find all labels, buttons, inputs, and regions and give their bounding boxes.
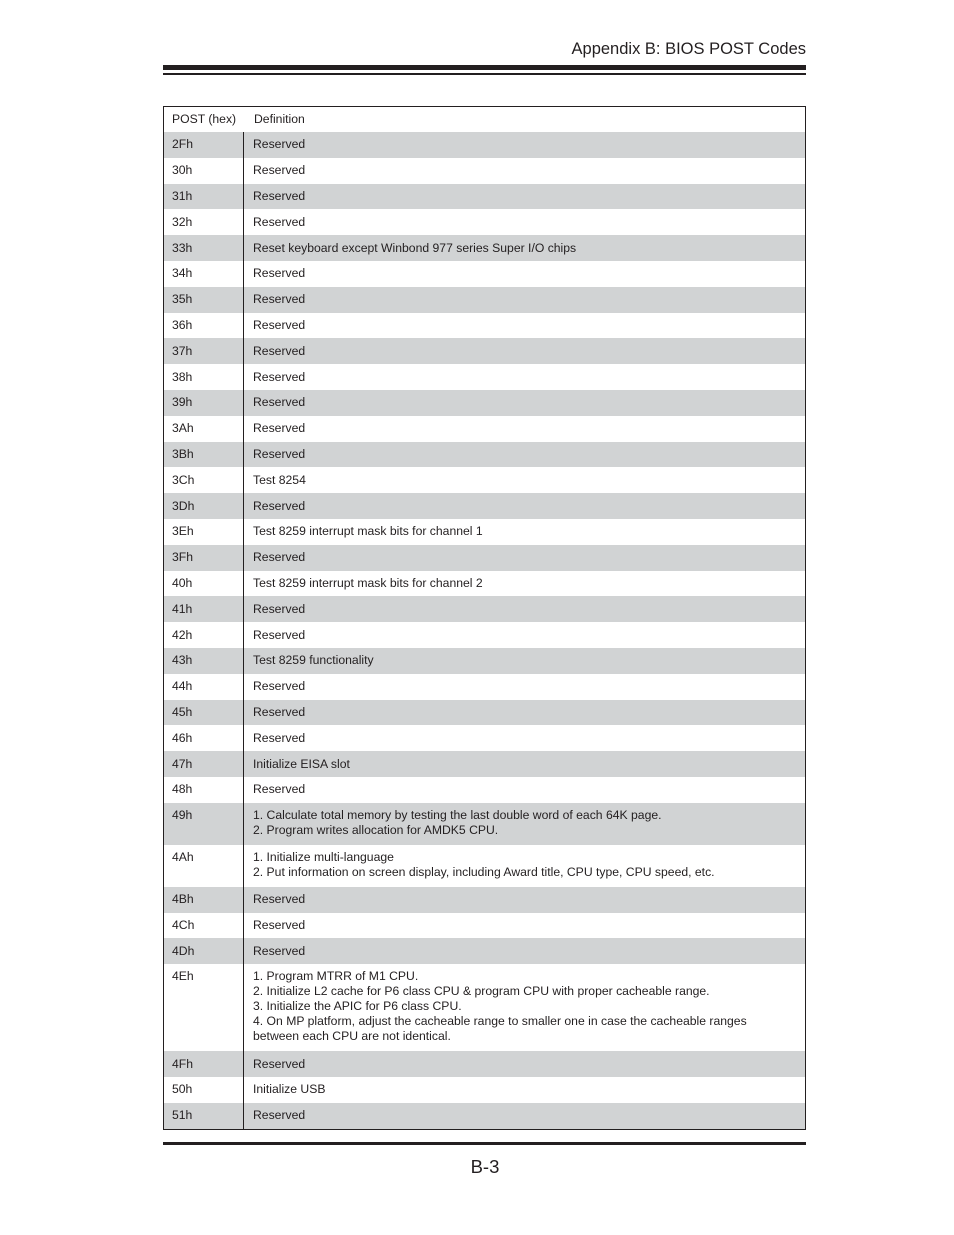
definition-line: Reserved [253, 679, 306, 694]
column-header-definition: Definition [254, 112, 305, 126]
post-code-cell: 32h [164, 209, 244, 235]
definition-line: Reserved [253, 163, 306, 178]
table-row [164, 184, 805, 210]
post-code-cell: 30h [164, 158, 244, 184]
definition-cell [244, 571, 805, 597]
definition-cell [244, 803, 805, 845]
post-code-cell: 33h [164, 235, 244, 261]
table-row [164, 751, 805, 777]
definition-cell [244, 132, 805, 158]
definition-line: Reserved [253, 137, 306, 152]
definition-cell [244, 545, 805, 571]
definition-line: between each CPU are not identical. [253, 1029, 451, 1044]
table-row [164, 964, 805, 1051]
definition-line: Reserved [253, 782, 306, 797]
definition-line: 2. Program writes allocation for AMDK5 CPU. [253, 822, 499, 837]
definition-line: Reserved [253, 601, 306, 616]
post-code-cell: 3Ch [164, 467, 244, 493]
post-code-cell: 46h [164, 725, 244, 751]
post-code-cell: 3Dh [164, 493, 244, 519]
post-code-cell: 4Ch [164, 913, 244, 939]
definition-cell [244, 700, 805, 726]
definition-cell [244, 845, 805, 887]
table-row [164, 803, 805, 845]
post-code-cell: 34h [164, 261, 244, 287]
definition-cell [244, 519, 805, 545]
table-row [164, 442, 805, 468]
definition-cell [244, 493, 805, 519]
table-row [164, 1103, 805, 1129]
definition-cell [244, 313, 805, 339]
table-row [164, 132, 805, 158]
definition-line: Reserved [253, 188, 306, 203]
post-code-table [163, 106, 806, 1130]
table-row [164, 261, 805, 287]
table-row [164, 1077, 805, 1103]
table-row [164, 313, 805, 339]
table-row [164, 1051, 805, 1077]
definition-cell [244, 261, 805, 287]
definition-cell [244, 725, 805, 751]
table-row [164, 700, 805, 726]
definition-cell [244, 209, 805, 235]
definition-cell [244, 416, 805, 442]
definition-line: 2. Initialize L2 cache for P6 class CPU & program CPU with proper cacheable range. [253, 984, 710, 999]
post-code-cell: 49h [164, 803, 244, 845]
definition-cell [244, 338, 805, 364]
post-code-cell: 40h [164, 571, 244, 597]
post-code-cell: 43h [164, 648, 244, 674]
definition-cell [244, 235, 805, 261]
definition-line: Reserved [253, 730, 306, 745]
table-row [164, 622, 805, 648]
post-code-cell: 4Fh [164, 1051, 244, 1077]
table-row [164, 571, 805, 597]
table-row [164, 493, 805, 519]
post-code-cell: 4Eh [164, 964, 244, 1051]
table-row [164, 519, 805, 545]
post-code-cell: 2Fh [164, 132, 244, 158]
definition-line: Test 8259 functionality [253, 653, 374, 668]
definition-cell [244, 648, 805, 674]
definition-cell [244, 442, 805, 468]
definition-line: Test 8259 interrupt mask bits for channel 2 [253, 575, 483, 590]
post-code-cell: 3Eh [164, 519, 244, 545]
definition-line: Reserved [253, 214, 306, 229]
table-header-row [164, 107, 805, 132]
table-row [164, 725, 805, 751]
table-row [164, 913, 805, 939]
definition-line: Reserved [253, 369, 306, 384]
definition-cell [244, 777, 805, 803]
definition-cell [244, 938, 805, 964]
header-rule-thin [163, 73, 806, 75]
post-code-cell: 44h [164, 674, 244, 700]
definition-line: Reserved [253, 421, 306, 436]
definition-line: Reserved [253, 317, 306, 332]
table-row [164, 209, 805, 235]
definition-line: Test 8254 [253, 472, 306, 487]
table-row [164, 545, 805, 571]
table-row [164, 390, 805, 416]
definition-line: Reserved [253, 266, 306, 281]
table-row [164, 887, 805, 913]
definition-cell [244, 364, 805, 390]
table-row [164, 674, 805, 700]
table-row [164, 338, 805, 364]
header-rule-thick [163, 65, 806, 70]
definition-line: Test 8259 interrupt mask bits for channel 1 [253, 524, 483, 539]
post-code-cell: 37h [164, 338, 244, 364]
definition-cell [244, 674, 805, 700]
definition-cell [244, 467, 805, 493]
definition-line: 1. Calculate total memory by testing the last double word of each 64K page. [253, 807, 662, 822]
definition-line: 2. Put information on screen display, including Award title, CPU type, CPU speed, etc. [253, 864, 715, 879]
table-row [164, 596, 805, 622]
definition-line: Reserved [253, 943, 306, 958]
definition-line: 1. Initialize multi-language [253, 849, 394, 864]
definition-line: Reset keyboard except Winbond 977 series Super I/O chips [253, 240, 577, 255]
page-number: B-3 [470, 1156, 500, 1177]
definition-cell [244, 596, 805, 622]
post-code-cell: 48h [164, 777, 244, 803]
definition-line: 3. Initialize the APIC for P6 class CPU. [253, 999, 462, 1014]
definition-line: Reserved [253, 892, 306, 907]
definition-line: Reserved [253, 917, 306, 932]
page-header-title: Appendix B: BIOS POST Codes [571, 40, 806, 58]
definition-cell [244, 1051, 805, 1077]
post-code-cell: 31h [164, 184, 244, 210]
definition-line: Reserved [253, 1108, 306, 1123]
table-row [164, 287, 805, 313]
definition-line: Reserved [253, 704, 306, 719]
definition-cell [244, 158, 805, 184]
post-code-cell: 38h [164, 364, 244, 390]
definition-line: 4. On MP platform, adjust the cacheable range to smaller one in case the cacheable ranges [253, 1014, 747, 1029]
definition-cell [244, 622, 805, 648]
definition-line: Reserved [253, 550, 306, 565]
table-row [164, 416, 805, 442]
definition-line: Reserved [253, 627, 306, 642]
footer-rule [163, 1142, 806, 1145]
table-row [164, 938, 805, 964]
post-code-cell: 45h [164, 700, 244, 726]
definition-line: Initialize USB [253, 1082, 326, 1097]
column-header-post: POST (hex) [172, 112, 237, 126]
table-row [164, 235, 805, 261]
post-code-cell: 4Dh [164, 938, 244, 964]
definition-line: Reserved [253, 395, 306, 410]
definition-line: 1. Program MTRR of M1 CPU. [253, 969, 419, 984]
definition-line: Reserved [253, 498, 306, 513]
definition-cell [244, 1077, 805, 1103]
definition-line: Reserved [253, 446, 306, 461]
post-code-cell: 3Fh [164, 545, 244, 571]
definition-cell [244, 287, 805, 313]
definition-line: Reserved [253, 1056, 306, 1071]
table-body [164, 132, 805, 1129]
definition-cell [244, 964, 805, 1051]
table-row [164, 845, 805, 887]
table-row [164, 777, 805, 803]
definition-cell [244, 887, 805, 913]
post-code-cell: 51h [164, 1103, 244, 1129]
definition-cell [244, 913, 805, 939]
post-code-cell: 36h [164, 313, 244, 339]
definition-cell [244, 751, 805, 777]
table-row [164, 158, 805, 184]
table-row [164, 364, 805, 390]
post-code-cell: 4Ah [164, 845, 244, 887]
definition-cell [244, 184, 805, 210]
table-row [164, 467, 805, 493]
post-code-cell: 35h [164, 287, 244, 313]
definition-cell [244, 1103, 805, 1129]
post-code-cell: 3Bh [164, 442, 244, 468]
post-code-cell: 39h [164, 390, 244, 416]
post-code-cell: 41h [164, 596, 244, 622]
definition-line: Reserved [253, 292, 306, 307]
definition-cell [244, 390, 805, 416]
post-code-cell: 50h [164, 1077, 244, 1103]
post-code-cell: 4Bh [164, 887, 244, 913]
post-code-cell: 47h [164, 751, 244, 777]
post-code-cell: 42h [164, 622, 244, 648]
definition-line: Reserved [253, 343, 306, 358]
definition-line: Initialize EISA slot [253, 756, 350, 771]
table-row [164, 648, 805, 674]
post-code-cell: 3Ah [164, 416, 244, 442]
